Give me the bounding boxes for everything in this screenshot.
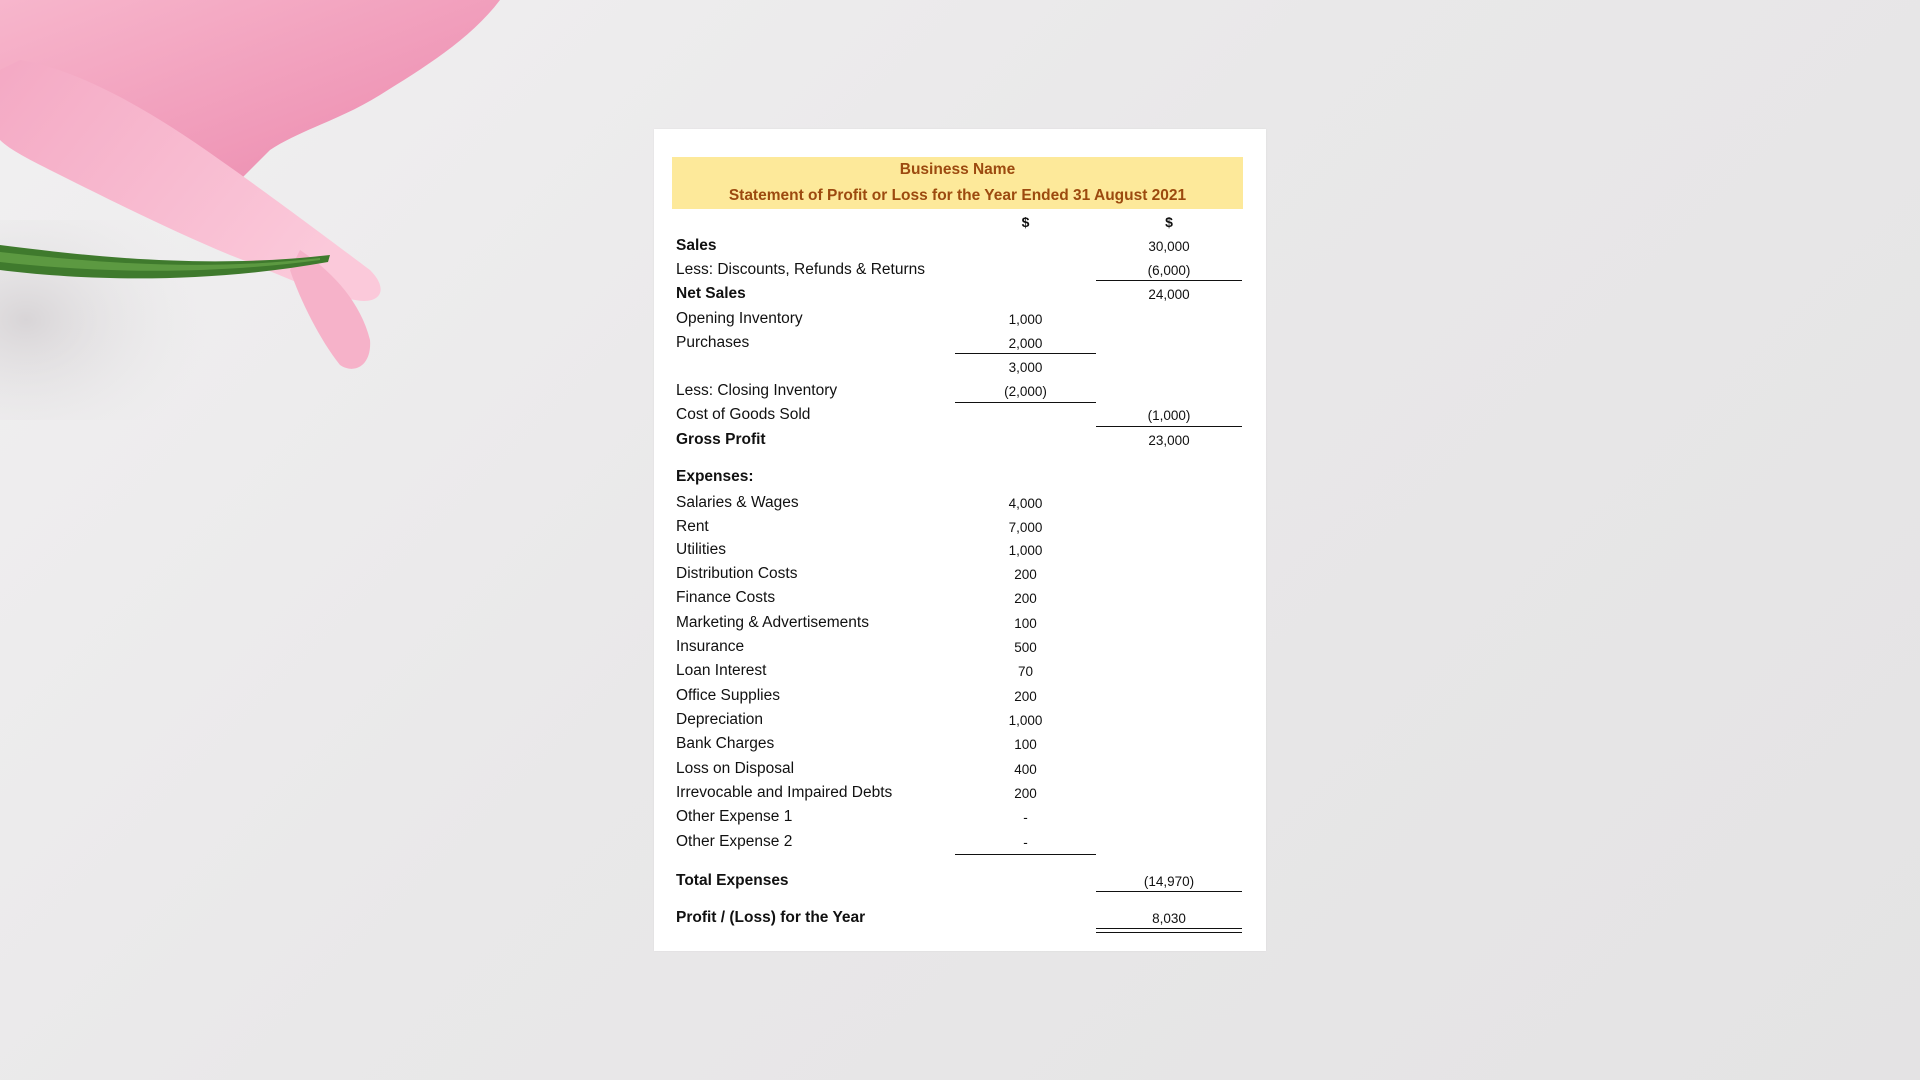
- row-label: Less: Closing Inventory: [676, 382, 838, 399]
- expense-label: Other Expense 2: [676, 833, 793, 850]
- expense-label: Distribution Costs: [676, 565, 798, 582]
- expense-value: 200: [1014, 689, 1037, 704]
- profit-loss-statement: [654, 129, 1266, 951]
- expense-value: 400: [1014, 762, 1037, 777]
- expense-label: Insurance: [676, 638, 745, 655]
- row-sales: [654, 235, 1266, 259]
- expense-value: 1,000: [1008, 713, 1043, 728]
- row-label: Net Sales: [676, 285, 746, 302]
- row-net-sales: [654, 283, 1266, 307]
- expense-value: 200: [1014, 786, 1037, 801]
- row-label: Gross Profit: [676, 431, 766, 448]
- currency-col2: $: [1165, 214, 1173, 230]
- underline: [955, 402, 1096, 403]
- double-underline-top: [1096, 928, 1242, 929]
- expense-row: [654, 636, 1266, 660]
- expense-label: Loss on Disposal: [676, 760, 795, 777]
- expense-value: -: [1023, 810, 1028, 825]
- expense-label: Finance Costs: [676, 589, 776, 606]
- expense-row: [654, 758, 1266, 782]
- row-gross-profit: [654, 429, 1266, 453]
- double-underline-bottom: [1096, 932, 1242, 933]
- underline: [955, 353, 1096, 354]
- expense-row: [654, 709, 1266, 733]
- expense-label: Irrevocable and Impaired Debts: [676, 784, 893, 801]
- row-label: Opening Inventory: [676, 310, 803, 327]
- expense-row: [654, 660, 1266, 684]
- expense-row: [654, 563, 1266, 587]
- underline: [1096, 280, 1242, 281]
- row-value: (1,000): [1147, 408, 1191, 423]
- expense-row: [654, 492, 1266, 516]
- expense-label: Salaries & Wages: [676, 494, 799, 511]
- expense-value: -: [1023, 835, 1028, 850]
- expense-value: 100: [1014, 616, 1037, 631]
- expense-value: 100: [1014, 737, 1037, 752]
- row-cogs: [654, 404, 1266, 428]
- row-value: 1,000: [1008, 312, 1043, 327]
- expense-value: 200: [1014, 591, 1037, 606]
- statement-header: [672, 157, 1243, 209]
- expense-row: [654, 733, 1266, 757]
- row-value: (2,000): [1004, 384, 1047, 399]
- currency-col1: $: [1021, 214, 1030, 230]
- expense-row: [654, 685, 1266, 709]
- section-label: Expenses:: [676, 468, 754, 485]
- business-name: Business Name: [899, 161, 1016, 178]
- expense-row: [654, 516, 1266, 540]
- row-closing-inventory: [654, 380, 1266, 404]
- expense-value: 500: [1014, 640, 1037, 655]
- row-label: Profit / (Loss) for the Year: [676, 909, 866, 926]
- expense-value: 200: [1014, 567, 1037, 582]
- expense-label: Rent: [676, 518, 709, 535]
- expense-label: Depreciation: [676, 711, 764, 728]
- expense-label: Bank Charges: [676, 735, 775, 752]
- expense-row: [654, 612, 1266, 636]
- row-label: Less: Discounts, Refunds & Returns: [676, 261, 925, 278]
- expense-label: Other Expense 1: [676, 808, 793, 825]
- expense-row: [654, 806, 1266, 830]
- row-value: 24,000: [1148, 287, 1190, 302]
- expense-value: 1,000: [1008, 543, 1043, 558]
- row-label: Total Expenses: [676, 872, 789, 889]
- row-value: 30,000: [1148, 239, 1190, 254]
- row-opening-inventory: [654, 308, 1266, 332]
- statement-title: Statement of Profit or Loss for the Year Ended 31 August 2021: [728, 187, 1187, 204]
- expense-row: [654, 539, 1266, 563]
- expense-value: 70: [1017, 664, 1034, 679]
- expenses-heading: [654, 466, 1266, 490]
- expense-label: Office Supplies: [676, 687, 780, 704]
- row-label: Purchases: [676, 334, 750, 351]
- row-subtotal: [654, 356, 1266, 380]
- underline: [955, 854, 1096, 855]
- expense-row: [654, 831, 1266, 855]
- underline: [1096, 891, 1242, 892]
- expense-value: 7,000: [1008, 520, 1043, 535]
- row-value: 2,000: [1008, 336, 1043, 351]
- row-value: 8,030: [1152, 911, 1186, 926]
- expense-label: Utilities: [676, 541, 726, 558]
- row-value: 3,000: [1008, 360, 1043, 375]
- rose-photo: [0, 0, 560, 420]
- expense-label: Marketing & Advertisements: [676, 614, 869, 631]
- row-value: 23,000: [1148, 433, 1190, 448]
- row-value: (14,970): [1143, 874, 1195, 889]
- expense-row: [654, 782, 1266, 806]
- row-label: Sales: [676, 237, 717, 254]
- expense-row: [654, 587, 1266, 611]
- expense-value: 4,000: [1008, 496, 1043, 511]
- underline: [1096, 426, 1242, 427]
- expense-label: Loan Interest: [676, 662, 767, 679]
- row-value: (6,000): [1147, 263, 1191, 278]
- row-label: Cost of Goods Sold: [676, 406, 811, 423]
